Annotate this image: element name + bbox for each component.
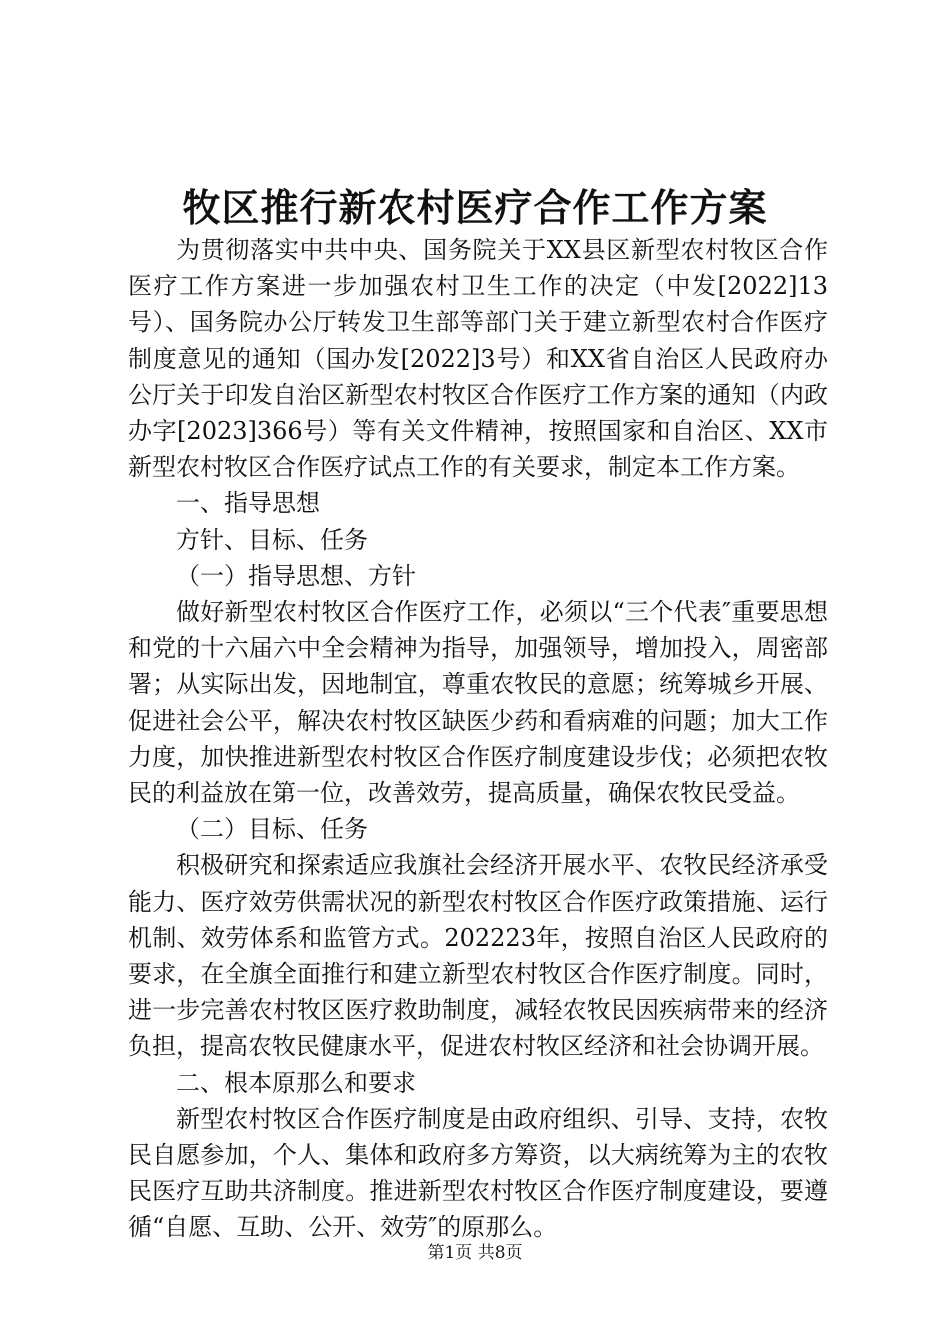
paragraph-intro: 为贯彻落实中共中央、国务院关于XX县区新型农村牧区合作医疗工作方案进一步加强农村卫生工作的决定（中发[2022]13号）、国务院办公厅转发卫生部等部门关于建立新型农村合作医疗制度意见的通知（国办发[2022]3号）和XX省自治区人民政府办公厅关于印发自治区新型农村牧区合作医疗工作方案的通知（内政办字[2023]366号）等有关文件精神，按照国家和自治区、XX市新型农村牧区合作医疗试点工作的有关要求，制定本工作方案。 (128, 236, 828, 482)
subheading-policy-goals-tasks: 方针、目标、任务 (176, 525, 368, 554)
document-title: 牧区推行新农村医疗合作工作方案 (182, 186, 768, 230)
paragraph-goals-tasks: 积极研究和探索适应我旗社会经济开展水平、农牧民经济承受能力、医疗效劳供需状况的新型农村牧区合作医疗政策措施、运行机制、效劳体系和监管方式。202223年，按照自治区人民政府的要求，在全旗全面推行和建立新型农村牧区合作医疗制度。同时，进一步完善农村牧区医疗救助制度，减轻农牧民因疾病带来的经济负担，提高农牧民健康水平，促进农村牧区经济和社会协调开展。 (128, 851, 828, 1061)
heading-basic-principles: 二、根本原那么和要求 (176, 1068, 416, 1097)
heading-guiding-ideology: 一、指导思想 (176, 489, 320, 518)
paragraph-basic-principles: 新型农村牧区合作医疗制度是由政府组织、引导、支持，农牧民自愿参加，个人、集体和政府多方筹资，以大病统筹为主的农牧民医疗互助共济制度。推进新型农村牧区合作医疗制度建设，要遵循“自愿、互助、公开、效劳″的原那么。 (128, 1104, 828, 1242)
subheading-goals-tasks: （二）目标、任务 (176, 815, 368, 844)
subheading-guiding-policy: （一）指导思想、方针 (176, 561, 416, 590)
page-footer: 第1页 共8页 (427, 1243, 523, 1263)
document-body (128, 232, 828, 1246)
paragraph-guiding-policy: 做好新型农村牧区合作医疗工作，必须以“三个代表″重要思想和党的十六届六中全会精神为指导，加强领导，增加投入，周密部署；从实际出发，因地制宜，尊重农牧民的意愿；统筹城乡开展、促进社会公平，解决农村牧区缺医少药和看病难的问题；加大工作力度，加快推进新型农村牧区合作医疗制度建设步伐；必须把农牧民的利益放在第一位，改善效劳，提高质量，确保农牧民受益。 (128, 598, 828, 808)
